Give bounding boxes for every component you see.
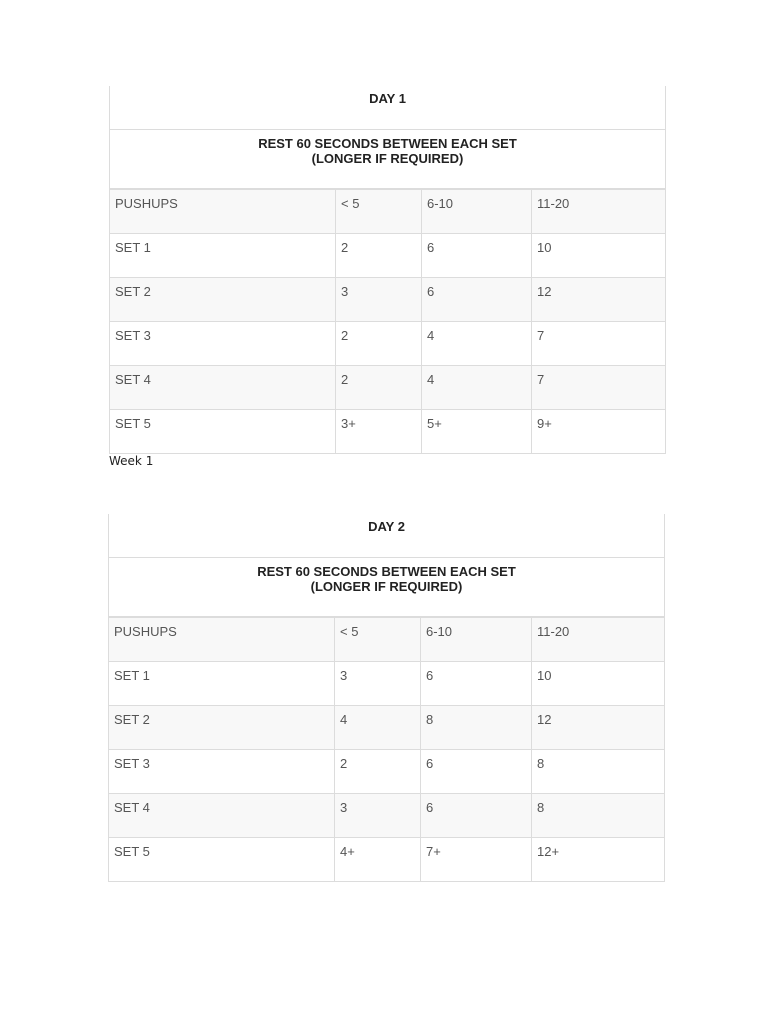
table-row — [109, 749, 665, 793]
set-label: SET 3 — [110, 321, 336, 365]
header-cell: PUSHUPS — [110, 189, 336, 233]
table-row — [110, 409, 666, 453]
table-cell: 12+ — [532, 837, 665, 881]
table-cell: 6 — [421, 793, 532, 837]
header-cell: PUSHUPS — [109, 617, 335, 661]
header-cell: 6-10 — [421, 617, 532, 661]
table-cell: 9+ — [532, 409, 666, 453]
table-row — [110, 365, 666, 409]
table-cell: 10 — [532, 661, 665, 705]
table-cell: 7 — [532, 321, 666, 365]
set-label: SET 2 — [110, 277, 336, 321]
set-label: SET 4 — [110, 365, 336, 409]
table-cell: 7+ — [421, 837, 532, 881]
table-cell: 6 — [421, 661, 532, 705]
set-label: SET 1 — [109, 661, 335, 705]
day-title: DAY 2 — [109, 514, 665, 557]
set-label: SET 5 — [110, 409, 336, 453]
table-row — [109, 793, 665, 837]
table-row — [109, 705, 665, 749]
header-row — [109, 617, 665, 661]
day-1-table — [109, 86, 666, 454]
set-label: SET 5 — [109, 837, 335, 881]
header-cell: < 5 — [336, 189, 422, 233]
set-label: SET 3 — [109, 749, 335, 793]
table-cell: 3 — [335, 661, 421, 705]
table-cell: 5+ — [422, 409, 532, 453]
table-row — [109, 661, 665, 705]
table-cell: 2 — [335, 749, 421, 793]
table-cell: 3+ — [336, 409, 422, 453]
table-cell: 10 — [532, 233, 666, 277]
table-cell: 4 — [335, 705, 421, 749]
table-row — [110, 233, 666, 277]
table-cell: 12 — [532, 277, 666, 321]
rest-note: (LONGER IF REQUIRED) — [310, 578, 463, 594]
rest-line: REST 60 SECONDS BETWEEN EACH SET — [257, 563, 516, 579]
header-cell: 11-20 — [532, 189, 666, 233]
header-cell: < 5 — [335, 617, 421, 661]
table-cell: 2 — [336, 365, 422, 409]
table-cell: 2 — [336, 233, 422, 277]
rest-instructions — [110, 129, 666, 189]
rest-instructions — [109, 557, 665, 617]
table-cell: 8 — [532, 793, 665, 837]
header-cell: 6-10 — [422, 189, 532, 233]
table-cell: 8 — [421, 705, 532, 749]
table-row — [110, 277, 666, 321]
table-cell: 2 — [336, 321, 422, 365]
table-row — [110, 321, 666, 365]
table-cell: 3 — [335, 793, 421, 837]
table-cell: 8 — [532, 749, 665, 793]
table-cell: 4+ — [335, 837, 421, 881]
set-label: SET 1 — [110, 233, 336, 277]
rest-line: REST 60 SECONDS BETWEEN EACH SET — [258, 135, 517, 151]
table-cell: 3 — [336, 277, 422, 321]
table-cell: 4 — [422, 365, 532, 409]
header-row — [110, 189, 666, 233]
table-cell: 7 — [532, 365, 666, 409]
table-cell: 4 — [422, 321, 532, 365]
table-cell: 6 — [421, 749, 532, 793]
day-2-table — [108, 514, 665, 882]
table-row — [109, 837, 665, 881]
day-title: DAY 1 — [110, 86, 666, 129]
set-label: SET 4 — [109, 793, 335, 837]
set-label: SET 2 — [109, 705, 335, 749]
rest-note: (LONGER IF REQUIRED) — [311, 150, 464, 166]
header-cell: 11-20 — [532, 617, 665, 661]
table-cell: 6 — [422, 233, 532, 277]
table-cell: 6 — [422, 277, 532, 321]
table-cell: 12 — [532, 705, 665, 749]
week-caption: Week 1 — [109, 454, 154, 468]
